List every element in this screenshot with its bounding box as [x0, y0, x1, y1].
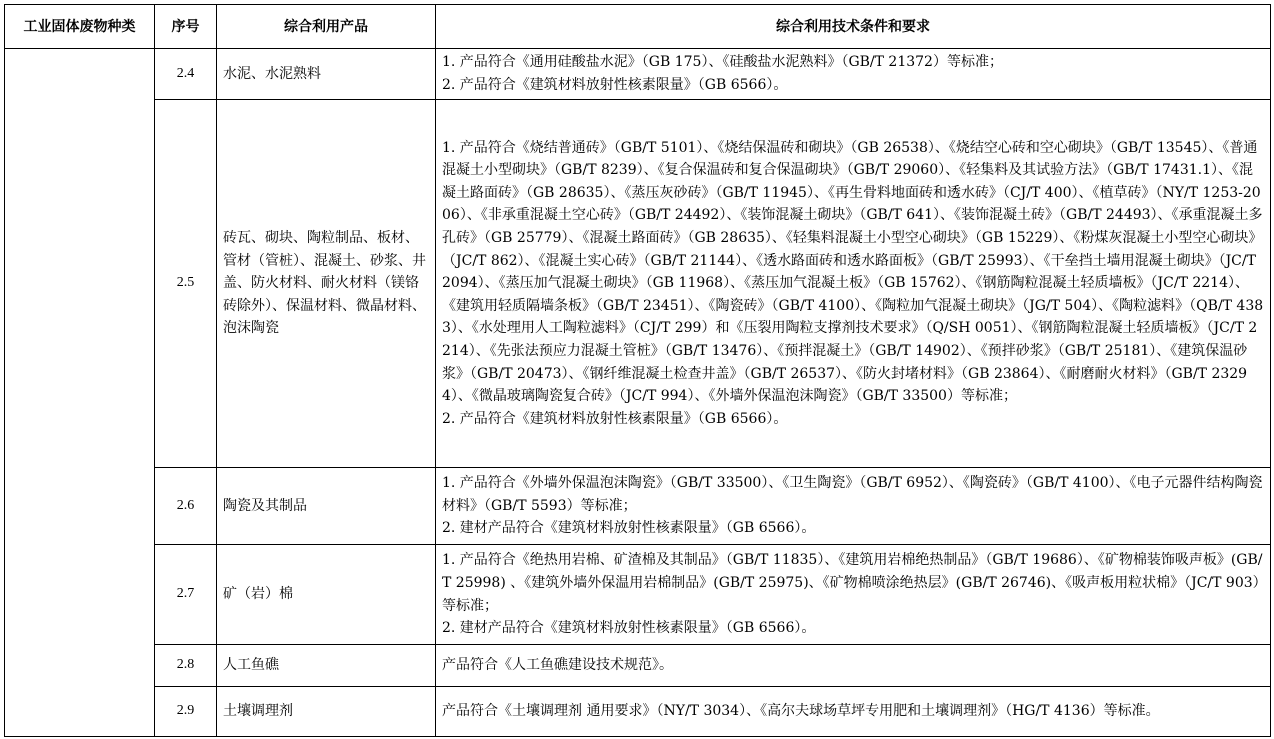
- row-seq: 2.7: [155, 545, 217, 645]
- row-product: 土壤调理剂: [217, 687, 436, 737]
- requirement-line: 2. 建材产品符合《建筑材料放射性核素限量》（GB 6566）。: [442, 620, 816, 637]
- requirement-line: 产品符合《人工鱼礁建设技术规范》。: [442, 657, 673, 674]
- row-requirements: [436, 545, 1271, 645]
- requirement-line: 1. 产品符合《烧结普通砖》（GB/T 5101）、《烧结保温砖和砌块》（GB 26538）、《烧结空心砖和空心砌块》（GB/T 13545）、《普通混凝土小型砌块》（GB/T 8239）、《复合保温砖和复合保温砌块》（GB/T 29060）、《轻集料及其试验方法》（GB/T 17431.1）、《混凝土路面砖》（GB 28635）、《蒸压灰砂砖》（GB/T 11945）、《再生骨料地面砖和透水砖》（CJ/T 400）、《植草砖》（NY/T 1253-2006）、《非承重混凝土空心砖》（GB/T 24492）、《装饰混凝土砌块》（GB/T 641）、《装饰混凝土砖》（GB/T 24493）、《承重混凝土多孔砖》（GB 25779）、《混凝土路面砖》（GB 28635）、《轻集料混凝土小型空心砌块》（GB 15229）、《粉煤灰混凝土小型空心砌块》（JC/T 862）、《混凝土实心砖》（GB/T 21144）、《透水路面砖和透水路面板》（GB/T 25993）、《干垒挡土墙用混凝土砌块》（JC/T 2094）、《蒸压加气混凝土砌块》（GB 11968）、《蒸压加气混凝土板》（GB 15762）、《钢筋陶粒混凝土轻质墙板》（JC/T 2214）、《建筑用轻质隔墙条板》（GB/T 23451）、《陶瓷砖》（GB/T 4100）、《陶粒加气混凝土砌块》（JG/T 504）、《陶粒滤料》（QB/T 4383）、《水处理用人工陶粒滤料》（CJ/T 299）和《压裂用陶粒支撑剂技术要求》（Q/SH 0051）、《钢筋陶粒混凝土轻质墙板》（JC/T 2214）、《先张法预应力混凝土管桩》（GB/T 13476）、《预拌混凝土》（GB/T 14902）、《预拌砂浆》（GB/T 25181）、《建筑保温砂浆》（GB/T 20473）、《钢纤维混凝土检查井盖》（GB/T 26537）、《防火封堵材料》（GB 23864）、《耐磨耐火材料》（GB/T 23294）、《微晶玻璃陶瓷复合砖》（JC/T 994）、《外墙外保温泡沫陶瓷》（GB/T 33500）等标准；: [442, 139, 1264, 405]
- requirement-line: 产品符合《土壤调理剂 通用要求》（NY/T 3034）、《高尔夫球场草坪专用肥和土壤调理剂》（HG/T 4136）等标准。: [442, 703, 1160, 720]
- table-row: [5, 100, 1271, 468]
- table-row: [5, 645, 1271, 687]
- requirement-line: 2. 产品符合《建筑材料放射性核素限量》（GB 6566）。: [442, 77, 788, 93]
- row-requirements: [436, 645, 1271, 687]
- row-requirements: [436, 49, 1271, 100]
- requirement-line: 2. 产品符合《建筑材料放射性核素限量》（GB 6566）。: [442, 410, 788, 427]
- row-product: 砖瓦、砌块、陶粒制品、板材、管材（管桩）、混凝土、砂浆、井盖、防火材料、耐火材料（镁铬砖除外）、保温材料、微晶材料、泡沫陶瓷: [217, 100, 436, 468]
- row-product: 水泥、水泥熟料: [217, 49, 436, 100]
- table-row: [5, 468, 1271, 545]
- row-seq: 2.6: [155, 468, 217, 545]
- requirement-line: 2. 建材产品符合《建筑材料放射性核素限量》（GB 6566）。: [442, 520, 816, 537]
- table-row: [5, 545, 1271, 645]
- standards-table: [4, 4, 1271, 737]
- row-seq: 2.8: [155, 645, 217, 687]
- row-requirements: [436, 687, 1271, 737]
- header-seq: 序号: [155, 5, 217, 49]
- row-requirements: [436, 100, 1271, 468]
- table-row: [5, 49, 1271, 100]
- row-requirements: [436, 468, 1271, 545]
- row-product: 人工鱼礁: [217, 645, 436, 687]
- header-row: [5, 5, 1271, 49]
- table-row: [5, 687, 1271, 737]
- requirement-line: 1. 产品符合《通用硅酸盐水泥》（GB 175）、《硅酸盐水泥熟料》（GB/T 21372）等标准；: [442, 54, 1003, 71]
- requirement-line: 1. 产品符合《绝热用岩棉、矿渣棉及其制品》（GB/T 11835）、《建筑用岩棉绝热制品》（GB/T 19686）、《矿物棉装饰吸声板》(GB/T 25998) 、《建筑外墙外保温用岩棉制品》(GB/T 25975)、《矿物棉喷涂绝热层》(GB/T 26746)、《吸声板用粒状棉》（JC/T 903）等标准；: [442, 552, 1263, 614]
- header-category: 工业固体废物种类: [5, 5, 155, 49]
- row-seq: 2.4: [155, 49, 217, 100]
- row-seq: 2.5: [155, 100, 217, 468]
- row-product: 陶瓷及其制品: [217, 468, 436, 545]
- category-cell-empty: [5, 49, 155, 737]
- row-product: 矿（岩）棉: [217, 545, 436, 645]
- row-seq: 2.9: [155, 687, 217, 737]
- requirement-line: 1. 产品符合《外墙外保温泡沫陶瓷》（GB/T 33500）、《卫生陶瓷》（GB/T 6952）、《陶瓷砖》（GB/T 4100）、《电子元器件结构陶瓷材料》（GB/T 5593）等标准；: [442, 475, 1263, 514]
- header-requirements: 综合利用技术条件和要求: [436, 5, 1271, 49]
- header-product: 综合利用产品: [217, 5, 436, 49]
